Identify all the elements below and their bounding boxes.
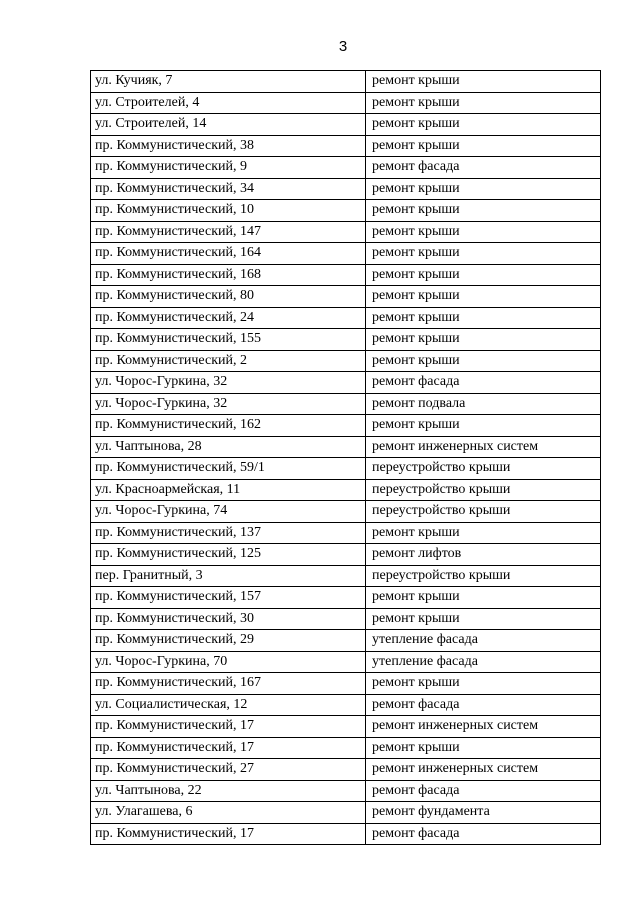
- address-cell: пер. Гранитный, 3: [91, 565, 366, 587]
- table-row: [91, 458, 601, 480]
- work-type-cell: ремонт крыши: [366, 221, 601, 243]
- work-type-cell: ремонт крыши: [366, 522, 601, 544]
- table-row: [91, 780, 601, 802]
- address-cell: ул. Чорос-Гуркина, 74: [91, 501, 366, 523]
- work-type-cell: ремонт крыши: [366, 200, 601, 222]
- work-type-cell: ремонт фундамента: [366, 802, 601, 824]
- address-cell: пр. Коммунистический, 10: [91, 200, 366, 222]
- table-row: [91, 178, 601, 200]
- address-cell: пр. Коммунистический, 125: [91, 544, 366, 566]
- address-work-table: [90, 70, 601, 845]
- address-cell: пр. Коммунистический, 17: [91, 737, 366, 759]
- work-type-cell: ремонт крыши: [366, 587, 601, 609]
- address-cell: ул. Чорос-Гуркина, 70: [91, 651, 366, 673]
- table-row: [91, 372, 601, 394]
- address-cell: пр. Коммунистический, 167: [91, 673, 366, 695]
- address-cell: пр. Коммунистический, 137: [91, 522, 366, 544]
- work-type-cell: ремонт инженерных систем: [366, 436, 601, 458]
- work-type-cell: ремонт инженерных систем: [366, 716, 601, 738]
- table-row: [91, 135, 601, 157]
- address-cell: пр. Коммунистический, 24: [91, 307, 366, 329]
- work-type-cell: ремонт крыши: [366, 350, 601, 372]
- work-type-cell: ремонт крыши: [366, 286, 601, 308]
- address-cell: пр. Коммунистический, 157: [91, 587, 366, 609]
- address-cell: ул. Строителей, 4: [91, 92, 366, 114]
- address-cell: ул. Чорос-Гуркина, 32: [91, 393, 366, 415]
- table-row: [91, 393, 601, 415]
- table-row: [91, 71, 601, 93]
- table-row: [91, 544, 601, 566]
- address-cell: пр. Коммунистический, 80: [91, 286, 366, 308]
- work-type-cell: ремонт крыши: [366, 71, 601, 93]
- table-row: [91, 157, 601, 179]
- address-cell: пр. Коммунистический, 30: [91, 608, 366, 630]
- table-row: [91, 221, 601, 243]
- table-row: [91, 694, 601, 716]
- table-row: [91, 823, 601, 845]
- work-type-cell: ремонт крыши: [366, 92, 601, 114]
- table-row: [91, 114, 601, 136]
- table-row: [91, 200, 601, 222]
- work-type-cell: переустройство крыши: [366, 501, 601, 523]
- work-type-cell: ремонт крыши: [366, 178, 601, 200]
- table-row: [91, 651, 601, 673]
- work-type-cell: ремонт фасада: [366, 157, 601, 179]
- work-type-cell: ремонт фасада: [366, 694, 601, 716]
- address-cell: ул. Социалистическая, 12: [91, 694, 366, 716]
- work-type-cell: утепление фасада: [366, 630, 601, 652]
- address-cell: пр. Коммунистический, 155: [91, 329, 366, 351]
- work-type-cell: ремонт фасада: [366, 780, 601, 802]
- work-type-cell: ремонт крыши: [366, 114, 601, 136]
- work-type-cell: ремонт фасада: [366, 823, 601, 845]
- address-cell: ул. Улагашева, 6: [91, 802, 366, 824]
- table-row: [91, 522, 601, 544]
- work-type-cell: ремонт крыши: [366, 264, 601, 286]
- table-row: [91, 673, 601, 695]
- address-cell: пр. Коммунистический, 34: [91, 178, 366, 200]
- address-cell: пр. Коммунистический, 147: [91, 221, 366, 243]
- table-row: [91, 737, 601, 759]
- address-cell: пр. Коммунистический, 9: [91, 157, 366, 179]
- work-type-cell: ремонт инженерных систем: [366, 759, 601, 781]
- work-type-cell: ремонт крыши: [366, 243, 601, 265]
- table-body: [91, 71, 601, 845]
- address-cell: ул. Кучияк, 7: [91, 71, 366, 93]
- work-type-cell: ремонт крыши: [366, 737, 601, 759]
- table-row: [91, 264, 601, 286]
- work-type-cell: утепление фасада: [366, 651, 601, 673]
- work-type-cell: ремонт лифтов: [366, 544, 601, 566]
- address-cell: ул. Чаптынова, 28: [91, 436, 366, 458]
- address-cell: пр. Коммунистический, 164: [91, 243, 366, 265]
- address-cell: ул. Чорос-Гуркина, 32: [91, 372, 366, 394]
- address-cell: пр. Коммунистический, 162: [91, 415, 366, 437]
- address-cell: пр. Коммунистический, 38: [91, 135, 366, 157]
- address-cell: пр. Коммунистический, 29: [91, 630, 366, 652]
- table-row: [91, 608, 601, 630]
- work-type-cell: ремонт крыши: [366, 329, 601, 351]
- table-row: [91, 630, 601, 652]
- table-row: [91, 565, 601, 587]
- table-row: [91, 802, 601, 824]
- address-cell: пр. Коммунистический, 17: [91, 716, 366, 738]
- work-type-cell: переустройство крыши: [366, 479, 601, 501]
- work-type-cell: ремонт крыши: [366, 135, 601, 157]
- table-row: [91, 92, 601, 114]
- table-row: [91, 350, 601, 372]
- address-cell: пр. Коммунистический, 2: [91, 350, 366, 372]
- page-number: 3: [338, 38, 348, 55]
- work-type-cell: ремонт крыши: [366, 415, 601, 437]
- table-row: [91, 479, 601, 501]
- table-row: [91, 307, 601, 329]
- table-row: [91, 436, 601, 458]
- address-cell: пр. Коммунистический, 168: [91, 264, 366, 286]
- table-row: [91, 759, 601, 781]
- work-type-cell: ремонт крыши: [366, 673, 601, 695]
- table-row: [91, 587, 601, 609]
- address-cell: ул. Красноармейская, 11: [91, 479, 366, 501]
- address-cell: ул. Строителей, 14: [91, 114, 366, 136]
- address-cell: пр. Коммунистический, 27: [91, 759, 366, 781]
- work-type-cell: переустройство крыши: [366, 565, 601, 587]
- address-cell: пр. Коммунистический, 17: [91, 823, 366, 845]
- work-type-cell: ремонт подвала: [366, 393, 601, 415]
- address-cell: ул. Чаптынова, 22: [91, 780, 366, 802]
- table-row: [91, 329, 601, 351]
- table-row: [91, 501, 601, 523]
- table-row: [91, 286, 601, 308]
- table-row: [91, 716, 601, 738]
- work-type-cell: ремонт крыши: [366, 608, 601, 630]
- address-cell: пр. Коммунистический, 59/1: [91, 458, 366, 480]
- table-row: [91, 243, 601, 265]
- work-type-cell: переустройство крыши: [366, 458, 601, 480]
- work-type-cell: ремонт фасада: [366, 372, 601, 394]
- table-row: [91, 415, 601, 437]
- work-type-cell: ремонт крыши: [366, 307, 601, 329]
